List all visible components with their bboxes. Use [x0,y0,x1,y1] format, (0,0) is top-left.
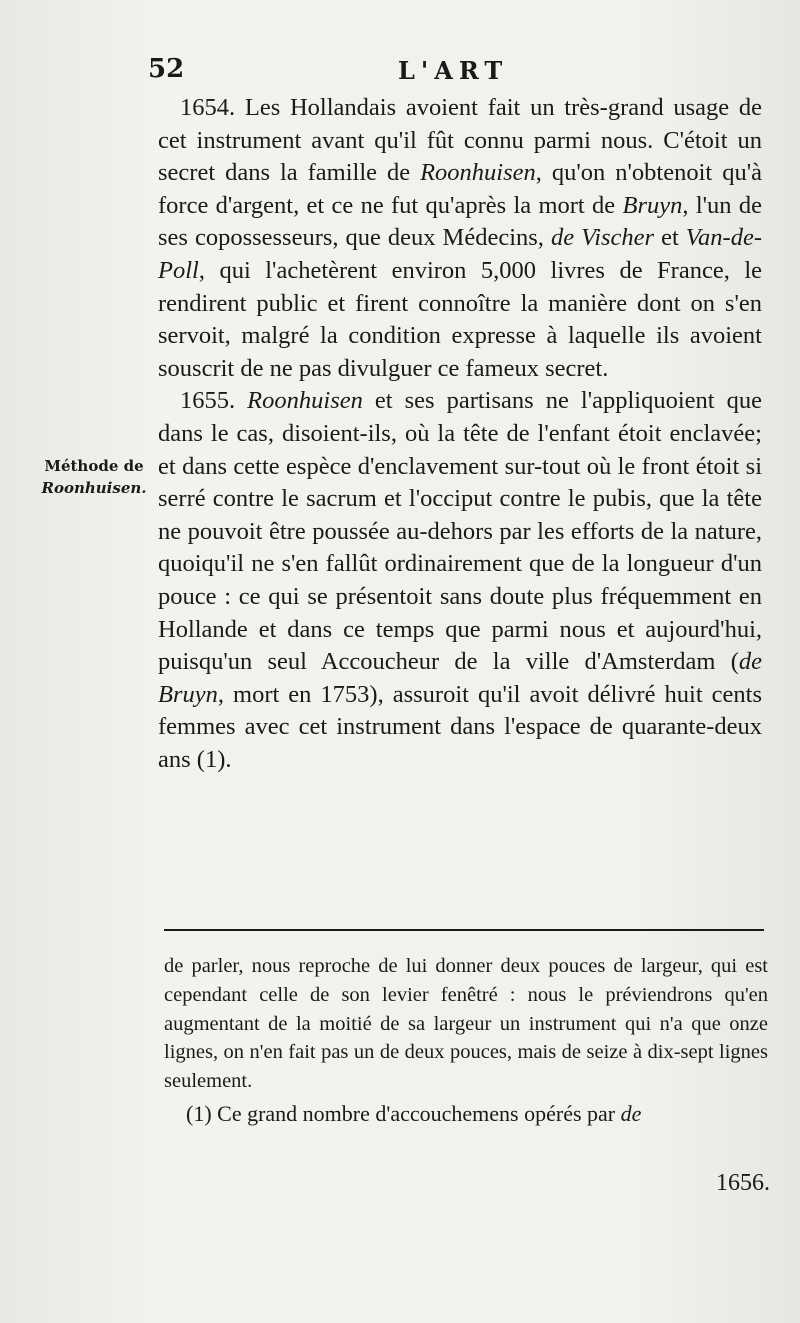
margin-note [34,455,154,499]
footnote-rule [164,929,764,931]
footnotes [164,952,768,1129]
footnote-1: (1) Ce grand nombre d'accouchemens opérés par de [186,1100,642,1126]
footnote-continued: de parler, nous reproche de lui donner deux pouces de largeur, qui est cependant celle de son levier fenêtré : nous le préviendrons qu'en augmentant de la moitié de sa largeur un instrument qui n'a que onze lignes, on n'en fait pas un de deux pouces, mais de seize à dix-sept lignes seulement. [164,955,768,1093]
paragraph-1655: 1655. Roonhuisen et ses partisans ne l'appliquoient que dans le cas, disoient-ils, où la tête de l'enfant étoit enclavée; et dans cette espèce d'enclavement sur-tout où le front étoit si serré contre le sacrum et l'occiput contre le pubis, que la tête ne pouvoit être poussée au-dehors par les efforts de la nature, quoiqu'il ne s'en fallût ordinairement que de la longueur d'un pouce : ce qui se présentoit sans doute plus fréquemment en Hollande et dans ce temps que parmi nous et aujourd'hui, puisqu'un seul Accoucheur de la ville d'Amsterdam (de Bruyn, mort en 1753), assuroit qu'il avoit délivré huit cents femmes avec cet instrument dans l'espace de quarante-deux ans (1). [158,387,762,773]
margin-note-line: Méthode de [44,457,144,475]
main-text [158,92,762,776]
catchword: 1656. [716,1170,770,1196]
paragraph-1654: 1654. Les Hollandais avoient fait un très-grand usage de cet instrument avant qu'il fût connu parmi nous. C'étoit un secret dans la famille de Roonhuisen, qu'on n'obtenoit qu'à force d'argent, et ce ne fut qu'après la mort de Bruyn, l'un de ses copossesseurs, que deux Médecins, de Vischer et Van-de-Poll, qui l'achetèrent environ 5,000 livres de France, le rendirent public et firent connoître la manière dont on s'en servoit, malgré la condition expresse à laquelle ils avoient souscrit de ne pas divulguer ce fameux secret. [158,94,762,382]
running-title: L'ART [398,56,509,85]
margin-note-line: Roonhuisen. [41,479,147,497]
page-header [148,52,758,92]
page-number: 52 [148,54,185,84]
